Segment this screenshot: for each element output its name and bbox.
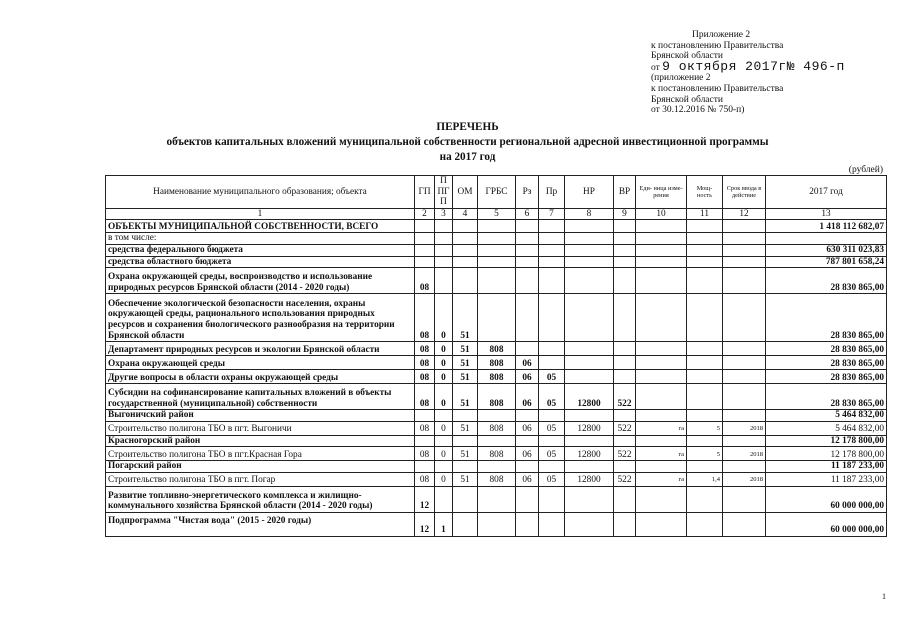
col-header-term: Срок ввода в действие [723, 176, 766, 209]
cell-power [687, 410, 723, 422]
table-row [106, 384, 887, 410]
cell-ppgp: 0 [435, 472, 453, 486]
col-header-nr: НР [565, 176, 614, 209]
cell-amount: 28 830 865,00 [766, 384, 887, 410]
cell-ppgp: 0 [435, 447, 453, 461]
cell-rz [516, 342, 539, 356]
cell-grbs [478, 410, 516, 422]
table-row [106, 421, 887, 435]
cell-name: Обеспечение экологической безопасности населения, охраны окружающей среды, рационального использования природных ресурсов и сохранения биологического разнообразия на территории Брянской области [106, 294, 415, 342]
table-header-row [106, 176, 887, 209]
cell-rz: 06 [516, 384, 539, 410]
cell-term [723, 410, 766, 422]
cell-pr [539, 256, 565, 268]
cell-unit [636, 370, 687, 384]
cell-nr [565, 410, 614, 422]
cell-ppgp: 0 [435, 356, 453, 370]
cell-grbs [478, 461, 516, 473]
cell-amount: 630 311 023,83 [766, 244, 887, 256]
document-title: ПЕРЕЧЕНЬ [436, 121, 499, 133]
table-row [106, 220, 887, 233]
attachment-line: к постановлению Правительства [651, 83, 784, 94]
cell-ppgp: 0 [435, 294, 453, 342]
cell-gp: 08 [415, 472, 435, 486]
cell-nr: 12800 [565, 447, 614, 461]
col-index: 1 [106, 208, 415, 220]
cell-nr [565, 486, 614, 512]
cell-grbs: 808 [478, 370, 516, 384]
cell-unit [636, 233, 687, 245]
cell-ppgp [435, 461, 453, 473]
cell-vr [614, 435, 636, 447]
cell-om: 51 [453, 384, 478, 410]
col-index: 4 [453, 208, 478, 220]
cell-ppgp [435, 220, 453, 233]
cell-name: Строительство полигона ТБО в пгт. Погар [106, 472, 415, 486]
cell-name: Охрана окружающей среды, воспроизводство и использование природных ресурсов Брянской области (2014 - 2020 годы) [106, 268, 415, 294]
cell-nr: 12800 [565, 384, 614, 410]
cell-nr: 12800 [565, 421, 614, 435]
cell-ppgp: 0 [435, 370, 453, 384]
cell-unit [636, 244, 687, 256]
cell-om: 51 [453, 356, 478, 370]
cell-ppgp: 0 [435, 421, 453, 435]
cell-amount: 11 187 233,00 [766, 472, 887, 486]
cell-unit [636, 512, 687, 536]
col-header-rz: Рз [516, 176, 539, 209]
cell-term [723, 486, 766, 512]
cell-vr [614, 244, 636, 256]
cell-ppgp: 0 [435, 342, 453, 356]
cell-nr [565, 233, 614, 245]
cell-vr: 522 [614, 447, 636, 461]
cell-name: Красногорский район [106, 435, 415, 447]
cell-rz: 06 [516, 447, 539, 461]
cell-amount: 12 178 800,00 [766, 435, 887, 447]
cell-vr [614, 410, 636, 422]
attachment-line: Брянской области [651, 51, 723, 62]
cell-vr [614, 342, 636, 356]
cell-om [453, 244, 478, 256]
cell-name: Департамент природных ресурсов и экологии Брянской области [106, 342, 415, 356]
attachment-line: к постановлению Правительства [651, 40, 784, 51]
document-year: на 2017 год [439, 151, 496, 163]
table-row [106, 410, 887, 422]
cell-term: 2018 [723, 472, 766, 486]
cell-amount: 787 801 658,24 [766, 256, 887, 268]
col-header-ppgp: ППГП [435, 176, 453, 209]
cell-ppgp [435, 256, 453, 268]
cell-unit: га [636, 421, 687, 435]
cell-vr [614, 356, 636, 370]
col-index: 9 [614, 208, 636, 220]
cell-vr: 522 [614, 472, 636, 486]
cell-grbs: 808 [478, 384, 516, 410]
table-row [106, 370, 887, 384]
attachment-date-prefix: от [651, 62, 660, 73]
cell-pr [539, 410, 565, 422]
col-index: 8 [565, 208, 614, 220]
attachment-block [651, 30, 845, 116]
cell-rz [516, 220, 539, 233]
col-header-pr: Пр [539, 176, 565, 209]
cell-power [687, 220, 723, 233]
cell-gp: 08 [415, 268, 435, 294]
cell-power [687, 256, 723, 268]
cell-pr [539, 220, 565, 233]
table-row [106, 461, 887, 473]
col-index: 2 [415, 208, 435, 220]
units-label: (рублей) [848, 165, 883, 175]
cell-grbs [478, 268, 516, 294]
cell-power [687, 294, 723, 342]
cell-gp [415, 435, 435, 447]
attachment-date: 9 октября 2017г [662, 58, 787, 74]
cell-gp [415, 256, 435, 268]
cell-pr: 05 [539, 447, 565, 461]
cell-ppgp: 0 [435, 384, 453, 410]
table-row [106, 244, 887, 256]
cell-pr [539, 356, 565, 370]
attachment-title: Приложение 2 [692, 30, 751, 40]
cell-gp [415, 244, 435, 256]
cell-gp: 08 [415, 421, 435, 435]
cell-om [453, 461, 478, 473]
cell-om [453, 268, 478, 294]
cell-power: 5 [687, 447, 723, 461]
cell-vr [614, 220, 636, 233]
cell-power [687, 356, 723, 370]
cell-name: Выгоничский район [106, 410, 415, 422]
cell-unit [636, 435, 687, 447]
table-row [106, 486, 887, 512]
cell-unit [636, 384, 687, 410]
table-row [106, 356, 887, 370]
col-header-vr: ВР [614, 176, 636, 209]
cell-amount: 5 464 832,00 [766, 410, 887, 422]
cell-power: 5 [687, 421, 723, 435]
cell-vr [614, 370, 636, 384]
cell-om [453, 486, 478, 512]
cell-nr [565, 370, 614, 384]
cell-pr: 05 [539, 421, 565, 435]
table-row [106, 268, 887, 294]
cell-unit [636, 486, 687, 512]
cell-unit [636, 356, 687, 370]
cell-ppgp [435, 435, 453, 447]
cell-power [687, 435, 723, 447]
cell-term [723, 268, 766, 294]
cell-gp: 12 [415, 486, 435, 512]
cell-rz [516, 268, 539, 294]
cell-ppgp [435, 233, 453, 245]
cell-power [687, 342, 723, 356]
cell-nr [565, 268, 614, 294]
cell-name: ОБЪЕКТЫ МУНИЦИПАЛЬНОЙ СОБСТВЕННОСТИ, ВСЕГО [106, 220, 415, 233]
cell-pr [539, 461, 565, 473]
col-index: 7 [539, 208, 565, 220]
cell-power [687, 384, 723, 410]
cell-grbs: 808 [478, 447, 516, 461]
cell-vr [614, 461, 636, 473]
cell-power [687, 233, 723, 245]
cell-amount: 12 178 800,00 [766, 447, 887, 461]
attachment-number: № 496-п [786, 58, 845, 74]
cell-name: Строительство полигона ТБО в пгт.Красная Гора [106, 447, 415, 461]
cell-term [723, 294, 766, 342]
col-index: 13 [766, 208, 887, 220]
cell-rz [516, 294, 539, 342]
cell-name: Другие вопросы в области охраны окружающей среды [106, 370, 415, 384]
cell-pr [539, 435, 565, 447]
cell-rz [516, 435, 539, 447]
cell-ppgp [435, 486, 453, 512]
cell-amount: 28 830 865,00 [766, 294, 887, 342]
cell-pr: 05 [539, 384, 565, 410]
cell-term [723, 435, 766, 447]
cell-grbs [478, 435, 516, 447]
table-row [106, 512, 887, 536]
cell-name: Подпрограмма "Чистая вода" (2015 - 2020 годы) [106, 512, 415, 536]
cell-rz [516, 461, 539, 473]
cell-pr [539, 244, 565, 256]
cell-om [453, 435, 478, 447]
cell-amount: 5 464 832,00 [766, 421, 887, 435]
cell-gp: 08 [415, 356, 435, 370]
cell-ppgp [435, 244, 453, 256]
col-header-gp: ГП [415, 176, 435, 209]
cell-rz [516, 244, 539, 256]
cell-term [723, 244, 766, 256]
col-index: 12 [723, 208, 766, 220]
cell-nr [565, 342, 614, 356]
cell-term [723, 256, 766, 268]
cell-nr [565, 435, 614, 447]
table-row [106, 472, 887, 486]
cell-om: 51 [453, 342, 478, 356]
cell-om: 51 [453, 472, 478, 486]
cell-gp: 08 [415, 384, 435, 410]
cell-unit [636, 294, 687, 342]
cell-gp: 12 [415, 512, 435, 536]
cell-ppgp [435, 268, 453, 294]
col-header-year: 2017 год [766, 176, 887, 209]
cell-amount: 1 418 112 682,07 [766, 220, 887, 233]
cell-term [723, 342, 766, 356]
cell-term [723, 233, 766, 245]
cell-power [687, 512, 723, 536]
cell-om [453, 410, 478, 422]
cell-om [453, 512, 478, 536]
cell-amount: 28 830 865,00 [766, 342, 887, 356]
cell-name: в том числе: [106, 233, 415, 245]
cell-term [723, 384, 766, 410]
cell-grbs [478, 233, 516, 245]
cell-pr [539, 342, 565, 356]
cell-rz [516, 410, 539, 422]
cell-grbs [478, 256, 516, 268]
cell-gp [415, 233, 435, 245]
cell-unit [636, 461, 687, 473]
cell-amount: 60 000 000,00 [766, 512, 887, 536]
cell-rz: 06 [516, 421, 539, 435]
cell-term: 2018 [723, 447, 766, 461]
cell-ppgp: 1 [435, 512, 453, 536]
cell-vr [614, 256, 636, 268]
cell-om [453, 256, 478, 268]
cell-om: 51 [453, 294, 478, 342]
cell-unit: га [636, 447, 687, 461]
cell-grbs [478, 512, 516, 536]
cell-power: 1,4 [687, 472, 723, 486]
cell-power [687, 244, 723, 256]
attachment-line: (приложение 2 [651, 73, 711, 84]
col-index: 3 [435, 208, 453, 220]
cell-amount: 28 830 865,00 [766, 268, 887, 294]
cell-vr [614, 486, 636, 512]
cell-term [723, 370, 766, 384]
cell-power [687, 486, 723, 512]
cell-name: Развитие топливно-энергетического комплекса и жилищно-коммунального хозяйства Брянской области (2014 - 2020 годы) [106, 486, 415, 512]
cell-vr: 522 [614, 384, 636, 410]
cell-om [453, 220, 478, 233]
cell-amount: 28 830 865,00 [766, 356, 887, 370]
col-header-power: Мощ- ность [687, 176, 723, 209]
cell-vr [614, 512, 636, 536]
cell-grbs [478, 486, 516, 512]
cell-grbs [478, 220, 516, 233]
cell-rz [516, 233, 539, 245]
col-header-unit: Еди- ница изме- рения [636, 176, 687, 209]
investment-table [105, 175, 887, 537]
cell-gp [415, 220, 435, 233]
cell-term [723, 220, 766, 233]
cell-rz: 06 [516, 370, 539, 384]
attachment-line: Брянской области [651, 94, 723, 105]
cell-gp [415, 461, 435, 473]
column-index-row [106, 208, 887, 220]
cell-amount: 11 187 233,00 [766, 461, 887, 473]
cell-nr [565, 294, 614, 342]
cell-unit: га [636, 472, 687, 486]
cell-gp: 08 [415, 447, 435, 461]
col-index: 6 [516, 208, 539, 220]
cell-pr [539, 294, 565, 342]
cell-unit [636, 220, 687, 233]
cell-om: 51 [453, 421, 478, 435]
cell-om [453, 233, 478, 245]
page-number: 1 [882, 592, 886, 601]
cell-nr [565, 461, 614, 473]
cell-nr [565, 244, 614, 256]
cell-term [723, 512, 766, 536]
cell-term [723, 356, 766, 370]
cell-unit [636, 410, 687, 422]
table-row [106, 256, 887, 268]
cell-grbs: 808 [478, 421, 516, 435]
cell-grbs [478, 294, 516, 342]
cell-nr [565, 256, 614, 268]
col-index: 10 [636, 208, 687, 220]
cell-pr [539, 486, 565, 512]
cell-rz: 06 [516, 356, 539, 370]
cell-name: Строительство полигона ТБО в пгт. Выгоничи [106, 421, 415, 435]
cell-nr: 12800 [565, 472, 614, 486]
col-header-name: Наименование муниципального образования; объекта [106, 176, 415, 209]
cell-pr [539, 233, 565, 245]
cell-name: средства федерального бюджета [106, 244, 415, 256]
table-row [106, 447, 887, 461]
cell-gp [415, 410, 435, 422]
cell-unit [636, 342, 687, 356]
cell-nr [565, 220, 614, 233]
cell-vr [614, 233, 636, 245]
col-index: 11 [687, 208, 723, 220]
cell-unit [636, 268, 687, 294]
cell-grbs: 808 [478, 472, 516, 486]
cell-pr: 05 [539, 370, 565, 384]
cell-om: 51 [453, 447, 478, 461]
cell-pr [539, 512, 565, 536]
cell-nr [565, 356, 614, 370]
cell-amount: 28 830 865,00 [766, 370, 887, 384]
cell-name: средства областного бюджета [106, 256, 415, 268]
cell-vr: 522 [614, 421, 636, 435]
cell-name: Охрана окружающей среды [106, 356, 415, 370]
cell-grbs [478, 244, 516, 256]
cell-gp: 08 [415, 294, 435, 342]
cell-rz: 06 [516, 472, 539, 486]
attachment-line: от 30.12.2016 № 750-п) [651, 105, 745, 116]
cell-grbs: 808 [478, 342, 516, 356]
cell-nr [565, 512, 614, 536]
col-header-om: ОМ [453, 176, 478, 209]
table-row [106, 294, 887, 342]
cell-name: Субсидии на софинансирование капитальных вложений в объекты государственной (муниципальной) собственности [106, 384, 415, 410]
cell-gp: 08 [415, 370, 435, 384]
table-row [106, 342, 887, 356]
cell-rz [516, 486, 539, 512]
cell-unit [636, 256, 687, 268]
cell-term: 2018 [723, 421, 766, 435]
cell-name: Погарский район [106, 461, 415, 473]
document-subtitle: объектов капитальных вложений муниципальной собственности региональной адресной инвестиционной программы [166, 136, 769, 148]
cell-rz [516, 512, 539, 536]
col-index: 5 [478, 208, 516, 220]
cell-power [687, 370, 723, 384]
cell-ppgp [435, 410, 453, 422]
table-row [106, 233, 887, 245]
cell-gp: 08 [415, 342, 435, 356]
table-row [106, 435, 887, 447]
cell-power [687, 461, 723, 473]
attachment-date-line [651, 58, 845, 74]
cell-power [687, 268, 723, 294]
cell-vr [614, 294, 636, 342]
cell-rz [516, 256, 539, 268]
cell-pr: 05 [539, 472, 565, 486]
cell-pr [539, 268, 565, 294]
cell-grbs: 808 [478, 356, 516, 370]
cell-amount [766, 233, 887, 245]
cell-amount: 60 000 000,00 [766, 486, 887, 512]
cell-term [723, 461, 766, 473]
col-header-grbs: ГРБС [478, 176, 516, 209]
cell-om: 51 [453, 370, 478, 384]
cell-vr [614, 268, 636, 294]
